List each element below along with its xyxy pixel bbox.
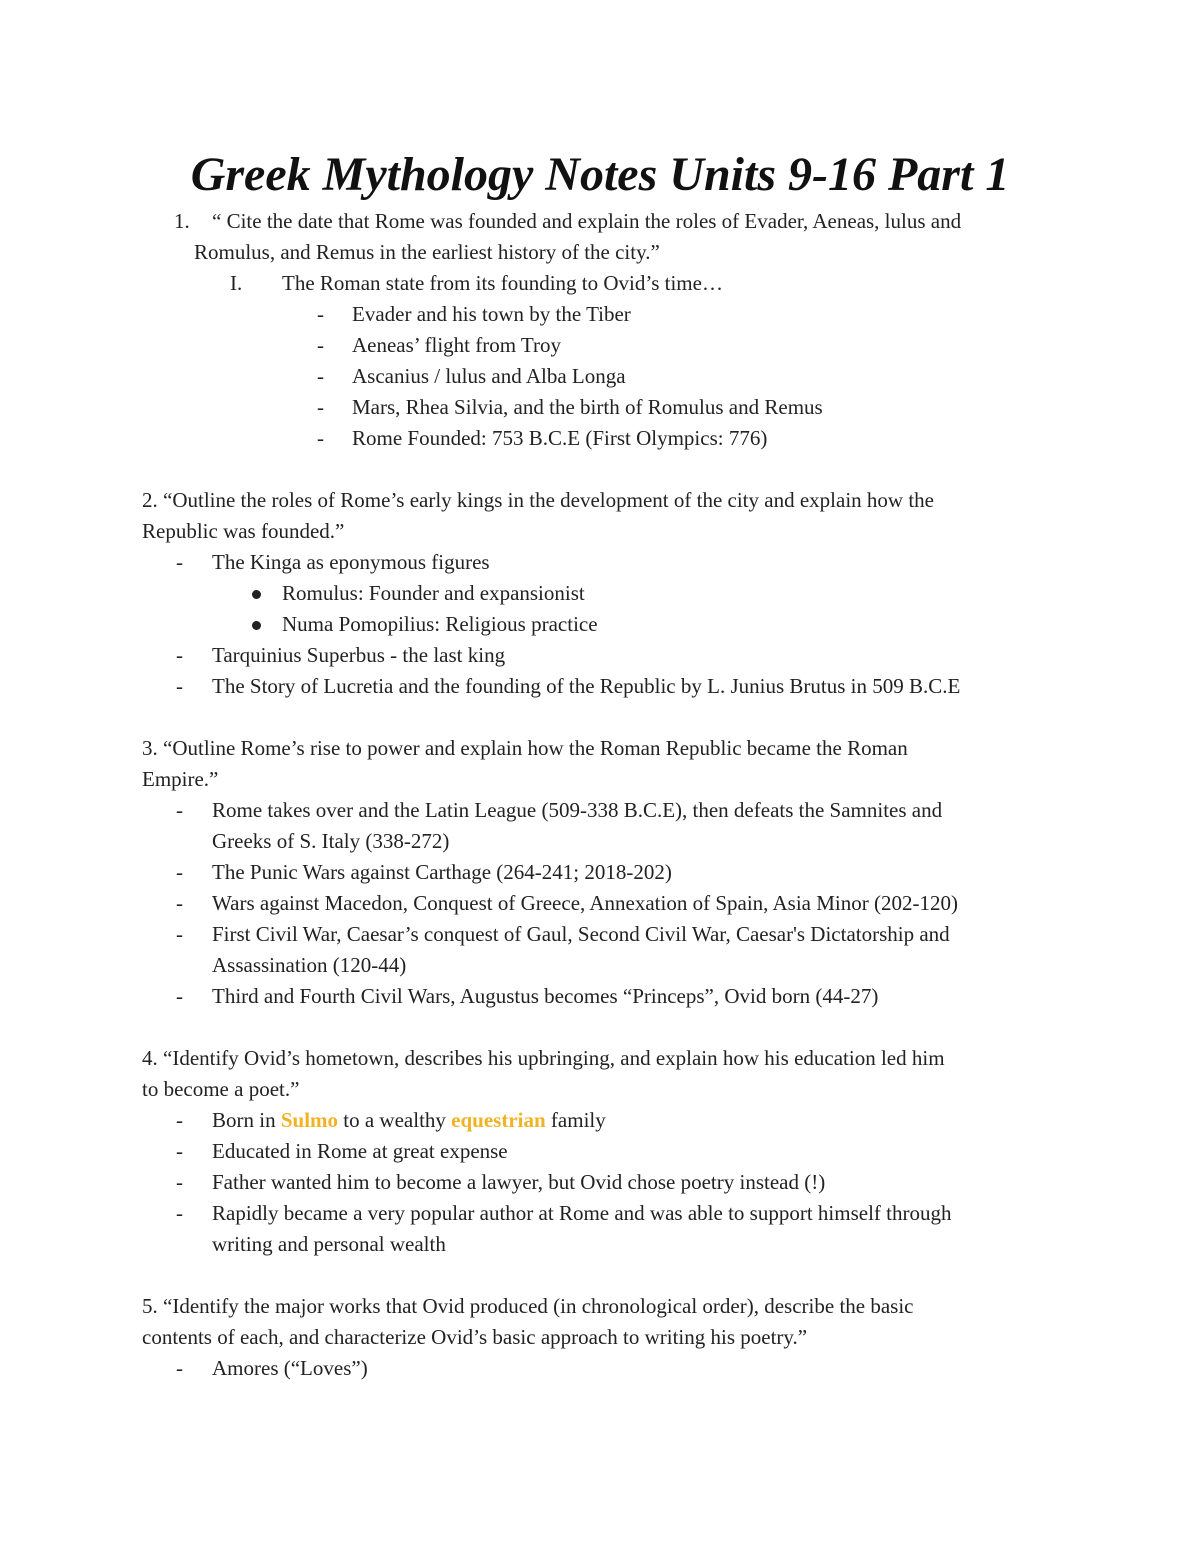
q4-item: Educated in Rome at great expense [212, 1139, 508, 1163]
q4-text-line1: 4. “Identify Ovid’s hometown, describes his upbringing, and explain how his education led him [142, 1046, 945, 1070]
q1-item: Rome Founded: 753 B.C.E (First Olympics: 776) [352, 426, 768, 450]
dash-marker: - [176, 1356, 183, 1380]
q4-item: Rapidly became a very popular author at Rome and was able to support himself through [212, 1201, 952, 1225]
dash-marker: - [176, 643, 183, 667]
dash-marker: - [317, 333, 324, 357]
dash-marker: - [176, 922, 183, 946]
dash-marker: - [176, 1170, 183, 1194]
q4-text-line2: to become a poet.” [142, 1077, 300, 1101]
dash-marker: - [176, 1108, 183, 1132]
q3-item: Third and Fourth Civil Wars, Augustus becomes “Princeps”, Ovid born (44-27) [212, 984, 879, 1008]
q4-item-text: Born in [212, 1108, 281, 1132]
q2-item: The Story of Lucretia and the founding of the Republic by L. Junius Brutus in 509 B.C.E [212, 674, 961, 698]
q1-item: Evader and his town by the Tiber [352, 302, 631, 326]
q2-item: Tarquinius Superbus - the last king [212, 643, 506, 667]
q3-text-line2: Empire.” [142, 767, 219, 791]
dash-marker: - [176, 1201, 183, 1225]
q3-item-continued: Assassination (120-44) [212, 953, 407, 977]
q5-text-line2: contents of each, and characterize Ovid’s basic approach to writing his poetry.” [142, 1325, 808, 1349]
dash-marker: - [176, 1139, 183, 1163]
q1-number: 1. [174, 209, 190, 233]
q1-roman-marker: I. [230, 271, 243, 295]
q1-item: Aeneas’ flight from Troy [352, 333, 562, 357]
q3-item: Rome takes over and the Latin League (509-338 B.C.E), then defeats the Samnites and [212, 798, 943, 822]
dash-marker: - [176, 674, 183, 698]
dash-marker: - [317, 302, 324, 326]
q2-text-line1: 2. “Outline the roles of Rome’s early kings in the development of the city and explain how the [142, 488, 934, 512]
q4-item-with-highlights [212, 1105, 606, 1136]
q2-text-line2: Republic was founded.” [142, 519, 345, 543]
dash-marker: - [317, 426, 324, 450]
q4-item-text: to a wealthy [338, 1108, 452, 1132]
q1-item: Ascanius / lulus and Alba Longa [352, 364, 626, 388]
q4-item-continued: writing and personal wealth [212, 1232, 446, 1256]
dash-marker: - [176, 798, 183, 822]
q1-item: Mars, Rhea Silvia, and the birth of Romulus and Remus [352, 395, 823, 419]
q1-text-line2: Romulus, and Remus in the earliest history of the city.” [194, 240, 660, 264]
dash-marker: - [176, 984, 183, 1008]
q1-roman-text: The Roman state from its founding to Ovid’s time… [282, 271, 723, 295]
dash-marker: - [176, 860, 183, 884]
q3-item: Wars against Macedon, Conquest of Greece, Annexation of Spain, Asia Minor (202-120) [212, 891, 958, 915]
bullet-dot-icon [252, 590, 261, 599]
highlight-equestrian: equestrian [451, 1108, 546, 1132]
q2-bullet: Numa Pomopilius: Religious practice [282, 612, 598, 636]
q5-item: Amores (“Loves”) [212, 1356, 368, 1380]
q2-item: The Kinga as eponymous figures [212, 550, 490, 574]
highlight-sulmo: Sulmo [280, 1108, 339, 1132]
q5-text-line1: 5. “Identify the major works that Ovid produced (in chronological order), describe the basic [142, 1294, 914, 1318]
q4-item-text: family [545, 1108, 606, 1132]
dash-marker: - [317, 395, 324, 419]
dash-marker: - [176, 550, 183, 574]
document-title: Greek Mythology Notes Units 9-16 Part 1 [190, 148, 1010, 201]
q3-item: First Civil War, Caesar’s conquest of Gaul, Second Civil War, Caesar's Dictatorship and [212, 922, 950, 946]
q3-item: The Punic Wars against Carthage (264-241; 2018-202) [212, 860, 672, 884]
q3-text-line1: 3. “Outline Rome’s rise to power and explain how the Roman Republic became the Roman [142, 736, 908, 760]
q3-item-continued: Greeks of S. Italy (338-272) [212, 829, 450, 853]
q4-item: Father wanted him to become a lawyer, but Ovid chose poetry instead (!) [212, 1170, 826, 1194]
dash-marker: - [176, 891, 183, 915]
q2-bullet: Romulus: Founder and expansionist [282, 581, 585, 605]
q1-text-line1: “ Cite the date that Rome was founded and explain the roles of Evader, Aeneas, lulus and [212, 209, 962, 233]
dash-marker: - [317, 364, 324, 388]
bullet-dot-icon [252, 621, 261, 630]
